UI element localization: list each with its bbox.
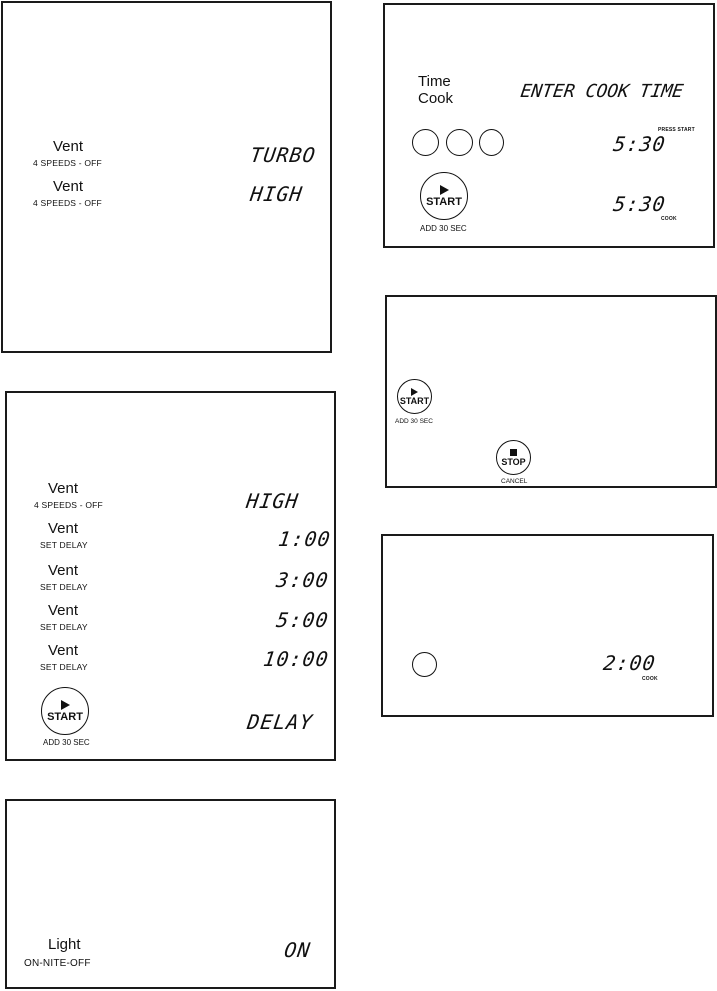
start-button-label: START (399, 395, 430, 406)
light-label: Light (48, 936, 81, 953)
display-3-00: 3:00 (274, 568, 331, 592)
vent-label: Vent (48, 562, 79, 579)
cook-tag: COOK (642, 676, 658, 682)
vent-label: Vent (48, 642, 79, 659)
start-button[interactable] (420, 172, 468, 220)
vent-label: Vent (53, 178, 84, 195)
start-button-label: START (426, 195, 462, 208)
vent-speed-panel (1, 1, 332, 353)
stop-icon (510, 449, 517, 456)
display-1-00: 1:00 (276, 527, 333, 551)
time-cook-label-line2: Cook (418, 90, 454, 107)
start-button[interactable] (41, 687, 89, 735)
display-5-00: 5:00 (274, 608, 331, 632)
time-cook-label-line1: Time (418, 73, 451, 90)
number-pad-button[interactable] (479, 129, 504, 156)
start-stop-panel (385, 295, 717, 488)
vent-label: Vent (48, 602, 79, 619)
vent-sublabel: 4 SPEEDS - OFF (33, 158, 102, 168)
vent-label: Vent (53, 138, 84, 155)
vent-sublabel: SET DELAY (40, 582, 88, 592)
display-time-mid: 5:30 (611, 132, 668, 156)
vent-delay-panel (5, 391, 336, 761)
cook-tag: COOK (661, 216, 677, 222)
play-icon (440, 185, 449, 195)
time-cook-panel (383, 3, 715, 248)
start-button-label: START (47, 710, 83, 723)
vent-sublabel: SET DELAY (40, 662, 88, 672)
display-2-00: 2:00 (601, 651, 658, 675)
light-sublabel: ON-NITE-OFF (24, 958, 91, 969)
light-panel (5, 799, 336, 989)
play-icon (61, 700, 70, 710)
vent-sublabel: 4 SPEEDS - OFF (33, 198, 102, 208)
display-10-00: 10:00 (261, 647, 331, 671)
display-turbo: TURBO (248, 143, 318, 167)
stop-button-label: STOP (501, 456, 526, 467)
vent-sublabel: SET DELAY (40, 540, 88, 550)
number-pad-button[interactable] (412, 129, 439, 156)
vent-label: Vent (48, 480, 79, 497)
stop-caption: CANCEL (501, 478, 528, 485)
display-high: HIGH (248, 182, 305, 206)
start-button[interactable] (397, 379, 432, 414)
start-caption: ADD 30 SEC (395, 418, 433, 425)
display-high: HIGH (244, 489, 301, 513)
vent-label: Vent (48, 520, 79, 537)
display-enter-cook-time: ENTER COOK TIME (519, 81, 685, 102)
stop-button[interactable] (496, 440, 531, 475)
display-on: ON (282, 938, 313, 962)
play-icon (411, 388, 418, 396)
number-pad-button[interactable] (412, 652, 437, 677)
start-caption: ADD 30 SEC (420, 224, 467, 233)
display-delay: DELAY (245, 710, 315, 734)
display-time-bottom: 5:30 (611, 192, 668, 216)
vent-sublabel: 4 SPEEDS - OFF (34, 500, 103, 510)
number-pad-button[interactable] (446, 129, 473, 156)
press-start-tag: PRESS START (658, 127, 695, 133)
cook-display-panel (381, 534, 714, 717)
vent-sublabel: SET DELAY (40, 622, 88, 632)
start-caption: ADD 30 SEC (43, 738, 90, 747)
